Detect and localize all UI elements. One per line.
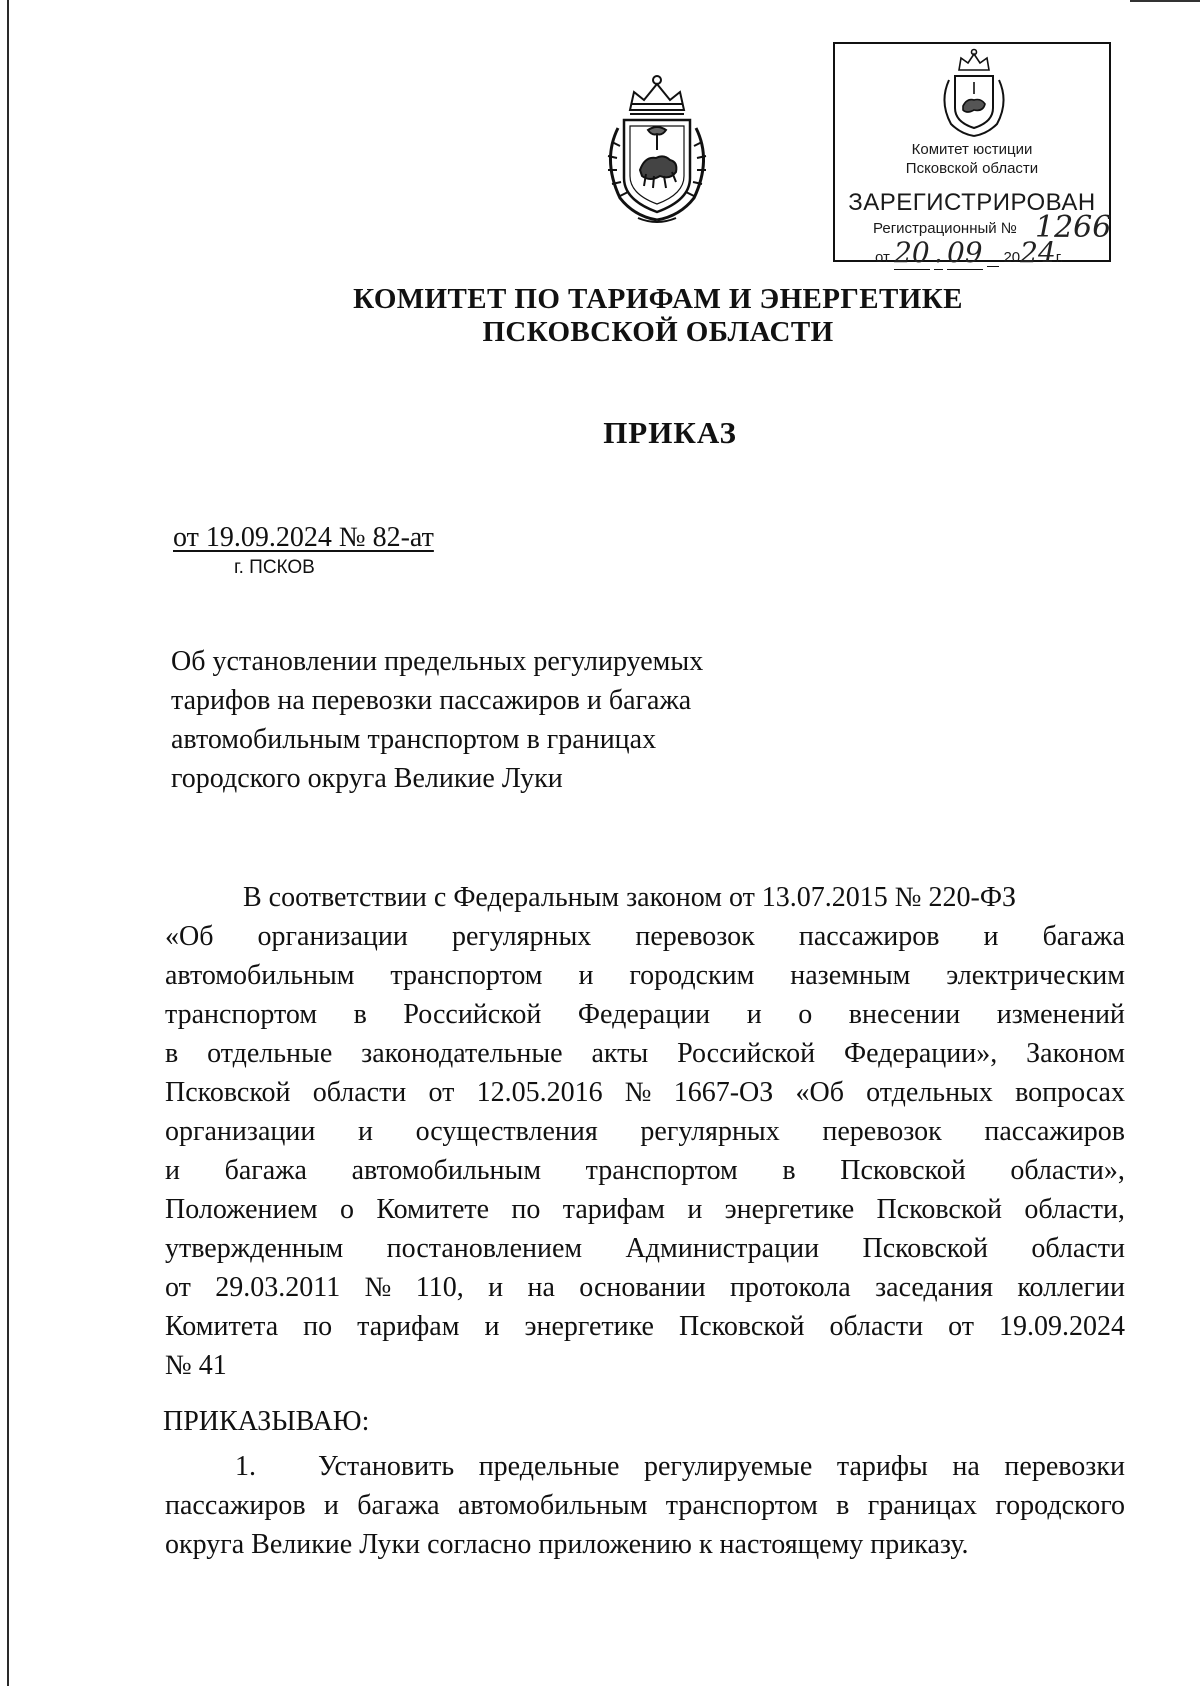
preamble-line [165, 1307, 1125, 1346]
stamp-reg-number: 1266 [1035, 210, 1112, 245]
word: от [165, 1272, 191, 1303]
word: багажа [224, 1155, 307, 1186]
document-type-heading: ПРИКАЗ [603, 415, 737, 450]
word: Российской [677, 1038, 816, 1069]
word: и [578, 960, 594, 991]
word: наземным [790, 960, 911, 991]
stamp-status: ЗАРЕГИСТРИРОВАН [848, 189, 1096, 216]
word: транспортом [165, 999, 318, 1030]
decree-word: ПРИКАЗЫВАЮ: [163, 1406, 370, 1437]
word: 29.03.2011 [215, 1272, 341, 1303]
preamble-line [165, 995, 1125, 1034]
preamble-line [165, 1229, 1125, 1268]
word: 12.05.2016 [476, 1077, 603, 1108]
stamp-date-year-end: г. [1055, 249, 1064, 266]
word: в [782, 1155, 796, 1186]
word: организации [165, 1116, 316, 1147]
word: организации [257, 921, 408, 952]
word: протокола [730, 1272, 851, 1303]
word: транспортом [585, 1155, 738, 1186]
word: Псковской [165, 1077, 291, 1108]
word: Комитета [165, 1311, 279, 1342]
word: пассажиров [798, 921, 940, 952]
word: тарифы [836, 1451, 928, 1482]
word: границах [867, 1490, 978, 1521]
word: Законом [1026, 1038, 1125, 1069]
word: постановлением [386, 1233, 583, 1264]
word: 110, [415, 1272, 464, 1303]
subject-line: городского округа Великие Луки [171, 763, 563, 794]
stamp-date-year-prefix: 20 [1003, 249, 1021, 266]
word: автомобильным [165, 960, 355, 991]
word: в [836, 1490, 850, 1521]
stamp-date-month: 09 [946, 236, 983, 269]
word: от [948, 1311, 974, 1342]
word: транспортом [390, 960, 543, 991]
word: вопросах [1015, 1077, 1125, 1108]
preamble-line: № 41 [165, 1350, 227, 1381]
scan-margin-line [7, 0, 9, 1686]
word: о [798, 999, 813, 1030]
word: Псковской [862, 1233, 988, 1264]
preamble-paragraph [165, 878, 1125, 1385]
word: и [323, 1490, 339, 1521]
stamp-date-day: 20 [894, 236, 930, 269]
stamp-date: от 20 . 09 2024г. [875, 236, 1064, 269]
word: Администрации [625, 1233, 820, 1264]
word: по [511, 1194, 541, 1225]
stamp-date-prefix: от [875, 249, 890, 266]
word: о [339, 1194, 354, 1225]
word: в [353, 999, 367, 1030]
word: городским [629, 960, 755, 991]
word: и [983, 921, 999, 952]
word: Российской [403, 999, 542, 1030]
word: перевозки [1004, 1451, 1125, 1482]
word: транспортом [665, 1490, 818, 1521]
word: основании [579, 1272, 706, 1303]
word: «Об [795, 1077, 844, 1108]
word: Комитете [376, 1194, 490, 1225]
stamp-coat-of-arms-icon [933, 48, 1015, 138]
word: внесении [848, 999, 961, 1030]
word: изменений [996, 999, 1125, 1030]
word: Федерации [577, 999, 711, 1030]
word: пассажиров [165, 1490, 306, 1521]
committee-title-line1: КОМИТЕТ ПО ТАРИФАМ И ЭНЕРГЕТИКЕ [353, 283, 963, 315]
order-item-line [318, 1447, 1125, 1486]
stamp-org-line2: Псковской области [905, 160, 1039, 177]
preamble-line [165, 917, 1125, 956]
word: на [527, 1272, 555, 1303]
stamp-org-line1: Комитет юстиции [911, 141, 1033, 158]
word: законодательные [361, 1038, 563, 1069]
word: электрическим [946, 960, 1125, 991]
preamble-line [165, 1034, 1125, 1073]
subject-line: автомобильным транспортом в границах [171, 724, 657, 755]
word: утвержденным [165, 1233, 344, 1264]
committee-title-line2: ПСКОВСКОЙ ОБЛАСТИ [482, 316, 834, 348]
word: и [687, 1194, 703, 1225]
word: 19.09.2024 [999, 1311, 1125, 1342]
word: 1667-ОЗ [673, 1077, 774, 1108]
word: автомобильным [351, 1155, 542, 1186]
coat-of-arms-emblem [590, 70, 725, 225]
preamble-line [165, 1112, 1125, 1151]
word: регулярных [451, 921, 592, 952]
order-item [165, 1447, 1125, 1564]
word: № [624, 1077, 652, 1108]
word: регулируемые [643, 1451, 813, 1482]
order-item-first-line [165, 1447, 1125, 1486]
document-date-number: от 19.09.2024 № 82-ат [173, 522, 434, 553]
word: Положением [165, 1194, 318, 1225]
word: тарифам [562, 1194, 666, 1225]
registration-stamp [833, 42, 1112, 269]
order-item-line: округа Великие Луки согласно приложению к настоящему приказу. [165, 1529, 969, 1560]
word: области [1031, 1233, 1125, 1264]
word: акты [591, 1038, 649, 1069]
word: и [357, 1116, 373, 1147]
word: предельные [478, 1451, 620, 1482]
word: и [746, 999, 762, 1030]
word: области, [1024, 1194, 1125, 1225]
word: багажа [1042, 921, 1125, 952]
preamble-line [165, 1073, 1125, 1112]
preamble-line [165, 956, 1125, 995]
scan-edge-line [1130, 0, 1200, 2]
word: Федерации», [843, 1038, 998, 1069]
stamp-reg-label: Регистрационный № [873, 220, 1017, 237]
subject-line: Об установлении предельных регулируемых [171, 646, 704, 677]
order-item-number: 1. [235, 1451, 256, 1482]
word: отдельные [207, 1038, 333, 1069]
word: тарифам [357, 1311, 460, 1342]
word: коллегии [1017, 1272, 1125, 1303]
word: на [952, 1451, 980, 1482]
word: в [165, 1038, 179, 1069]
preamble-line [165, 1151, 1125, 1190]
word: заседания [875, 1272, 993, 1303]
word: отдельных [866, 1077, 993, 1108]
word: автомобильным [457, 1490, 648, 1521]
word: перевозок [822, 1116, 942, 1147]
word: городского [995, 1490, 1125, 1521]
document-city: г. ПСКОВ [234, 557, 315, 578]
word: области [829, 1311, 924, 1342]
subject-line: тарифов на перевозки пассажиров и багажа [171, 685, 692, 716]
word: № [364, 1272, 392, 1303]
word: перевозок [635, 921, 755, 952]
word: пассажиров [984, 1116, 1125, 1147]
word: и [484, 1311, 500, 1342]
order-item-line [165, 1486, 1125, 1525]
word: по [303, 1311, 333, 1342]
word: и [165, 1155, 180, 1186]
word: Псковской [678, 1311, 805, 1342]
word: области [312, 1077, 407, 1108]
word: Установить [318, 1451, 455, 1482]
word: энергетике [524, 1311, 654, 1342]
document-subject [171, 642, 811, 798]
word: области», [1010, 1155, 1125, 1186]
word: регулярных [640, 1116, 780, 1147]
word: от [428, 1077, 455, 1108]
word: багажа [357, 1490, 440, 1521]
preamble-line [165, 1190, 1125, 1229]
preamble-line: В соответствии с Федеральным законом от 13.07.2015 № 220-ФЗ [243, 882, 1016, 913]
word: энергетике [724, 1194, 855, 1225]
stamp-date-year-suffix: 24 [1020, 236, 1056, 269]
word: Псковской [840, 1155, 966, 1186]
word: осуществления [415, 1116, 598, 1147]
preamble-line [165, 1268, 1125, 1307]
word: Псковской [876, 1194, 1002, 1225]
word: «Об [165, 921, 214, 952]
word: и [488, 1272, 504, 1303]
